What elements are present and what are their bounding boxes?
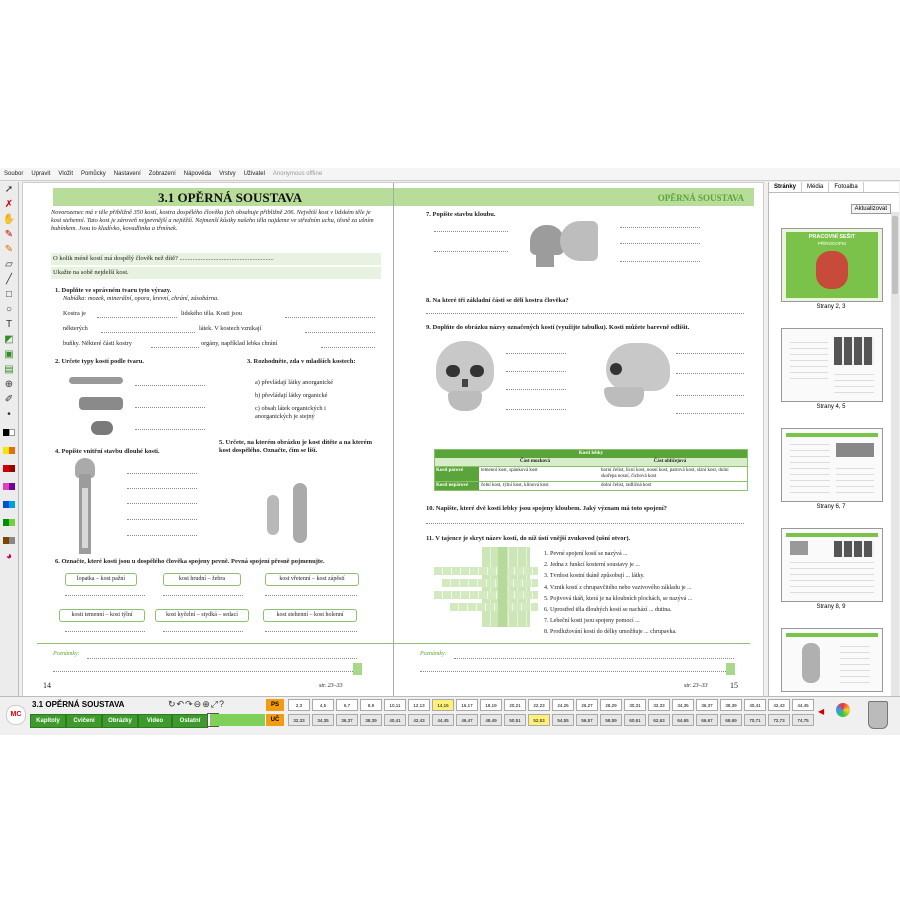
menu-upravit[interactable]: Upravit xyxy=(31,171,51,177)
tab-albums[interactable]: Fotoalba xyxy=(829,182,863,192)
hand-icon[interactable]: ✋ xyxy=(2,214,16,225)
page-button[interactable]: 70,71 xyxy=(744,714,766,726)
page-button[interactable]: 30,31 xyxy=(624,699,646,711)
pen-icon[interactable]: ✎ xyxy=(4,229,14,240)
page-button[interactable]: 40,41 xyxy=(384,714,406,726)
right-page-header xyxy=(394,188,754,206)
tab-pages[interactable]: Stránky xyxy=(769,182,802,192)
divider xyxy=(394,643,750,644)
page-button[interactable]: 38,39 xyxy=(360,714,382,726)
pair-option-1[interactable]: lopatka – kost pažní xyxy=(65,573,137,586)
table-col-1: Část mozková xyxy=(519,459,551,464)
answer-line[interactable] xyxy=(426,523,744,524)
menu-pomucky[interactable]: Pomůcky xyxy=(81,171,106,177)
page-button[interactable]: 10,11 xyxy=(384,699,406,711)
answer-line[interactable] xyxy=(620,243,700,244)
task-9-title: 9. Doplňte do obrázku názvy označených kostí (využijte tabulku). Kosti můžete barevně odlišit. xyxy=(426,324,690,331)
table-row-2-label: Kosti nepárové xyxy=(435,482,479,490)
chapters-button[interactable]: Kapitoly xyxy=(30,714,66,728)
notes-label: Poznámky: xyxy=(53,651,80,657)
answer-line[interactable] xyxy=(434,251,508,252)
answer-line[interactable] xyxy=(163,631,243,632)
task-1-line-1b: lidského těla. Kosti jsou xyxy=(181,310,242,317)
clue-2: 2. Jedna z funkcí kosterní soustavy je ... xyxy=(544,562,640,569)
skull-front-image xyxy=(436,341,494,413)
palette-icon[interactable] xyxy=(836,703,850,717)
page-button[interactable]: 34,35 xyxy=(672,699,694,711)
task-10-title: 10. Napište, které dvě kosti lebky jsou spojeny kloubem. Jaký význam má toto spojení? xyxy=(426,505,667,512)
panel-tabs xyxy=(769,182,899,193)
page-marker xyxy=(353,663,362,675)
pages-panel xyxy=(768,182,899,696)
page-button[interactable]: 2,3 xyxy=(288,699,310,711)
page-reference-left: str. 23–33 xyxy=(319,683,343,689)
refresh-icon[interactable]: ↻ xyxy=(168,699,177,709)
clue-5: 5. Pojivová tkáň, která je na kloubních plochách, se nazývá ... xyxy=(544,595,693,602)
image-icon[interactable]: ▤ xyxy=(4,364,14,375)
flat-bone-image xyxy=(79,397,123,410)
page-button[interactable]: 60,61 xyxy=(624,714,646,726)
page-thumbnail-4[interactable] xyxy=(781,528,883,602)
page-button[interactable]: 56,57 xyxy=(576,714,598,726)
page-thumbnail-5[interactable] xyxy=(781,628,883,692)
answer-line[interactable] xyxy=(265,631,357,632)
answer-line[interactable] xyxy=(506,371,566,372)
menu-napoveda[interactable]: Nápověda xyxy=(183,171,212,177)
thumbnail-label: Strany 4, 5 xyxy=(816,404,846,410)
page-button[interactable]: 26,27 xyxy=(576,699,598,711)
eraser-icon[interactable]: ▱ xyxy=(5,259,13,270)
menu-soubor[interactable]: Soubor xyxy=(4,171,24,177)
task-8-title: 8. Na které tři základní části se dělí kostra člověka? xyxy=(426,297,569,304)
answer-line[interactable] xyxy=(127,473,197,474)
answer-line[interactable] xyxy=(127,535,197,536)
application-window xyxy=(0,168,900,734)
task-1-line-3a: buňky. Některé části kostry xyxy=(63,340,132,347)
notes-line[interactable] xyxy=(87,658,357,659)
tools-toolbar xyxy=(0,182,19,696)
notes-line[interactable] xyxy=(53,671,357,672)
left-page xyxy=(23,183,394,697)
page-button[interactable]: 58,59 xyxy=(600,714,622,726)
answer-line[interactable] xyxy=(163,595,243,596)
page-button[interactable]: 46,47 xyxy=(456,714,478,726)
page-number-right: 15 xyxy=(730,681,738,690)
answer-line[interactable] xyxy=(676,395,744,396)
tab-media[interactable]: Média xyxy=(802,182,829,192)
page-button[interactable]: 4,5 xyxy=(312,699,334,711)
page-button[interactable]: 12,13 xyxy=(408,699,430,711)
screenshot-icon[interactable]: ▣ xyxy=(4,349,14,360)
answer-line[interactable] xyxy=(65,631,145,632)
chapter-heading-right: OPĚRNÁ SOUSTAVA xyxy=(657,193,744,203)
line-width-icon[interactable]: • xyxy=(7,409,11,420)
page-button[interactable]: 42,43 xyxy=(408,714,430,726)
color-purple[interactable] xyxy=(9,483,15,490)
clue-1: 1. Pevné spojení kostí se nazývá ... xyxy=(544,551,628,557)
menu-nastaveni[interactable]: Nastavení xyxy=(113,171,141,177)
answer-line[interactable] xyxy=(127,503,197,504)
page-button[interactable]: 62,63 xyxy=(648,714,670,726)
pair-option-2[interactable]: kost hrudní – žebra xyxy=(163,573,241,586)
notes-line[interactable] xyxy=(454,658,734,659)
text-icon[interactable]: T xyxy=(5,319,13,330)
page-button[interactable]: 48,49 xyxy=(480,714,502,726)
page-button[interactable]: 36,37 xyxy=(696,699,718,711)
answer-line[interactable] xyxy=(135,407,205,408)
pair-option-3[interactable]: kost vřetenní – kost zápěstí xyxy=(265,573,359,586)
right-page xyxy=(394,183,763,697)
color-wheel-icon[interactable]: ◕ xyxy=(5,551,13,562)
task-3-option-c[interactable]: c) obsah látek organických i anorganických je stejný xyxy=(255,405,326,420)
erase-all-icon[interactable]: ✗ xyxy=(4,199,14,210)
refresh-button[interactable]: Aktualizovat xyxy=(851,204,891,214)
table-row-1-label: Kosti párové xyxy=(435,467,479,481)
page-button[interactable]: 68,69 xyxy=(720,714,742,726)
current-chapter-title: 3.1 OPĚRNÁ SOUSTAVA xyxy=(32,700,125,709)
answer-line[interactable] xyxy=(676,353,744,354)
answer-line[interactable] xyxy=(265,595,357,596)
question-box-1: O kolik méně kostí má dospělý člověk než dítě? .......................................................... xyxy=(51,253,381,265)
answer-line[interactable] xyxy=(305,332,375,333)
divider xyxy=(37,643,393,644)
short-bone-image xyxy=(91,421,113,435)
child-bone-image xyxy=(267,495,279,535)
long-bone-image xyxy=(69,377,123,384)
menu-vlozit[interactable]: Vložit xyxy=(58,171,74,177)
long-bone-cross-section xyxy=(69,458,101,554)
menu-zobrazeni[interactable]: Zobrazení xyxy=(148,171,176,177)
page-button[interactable]: 32,33 xyxy=(288,714,310,726)
trash-icon[interactable] xyxy=(868,701,888,729)
back-icon[interactable]: ↶ xyxy=(176,699,186,709)
color-orange[interactable] xyxy=(9,447,15,454)
eyedropper-icon[interactable]: ✐ xyxy=(4,394,14,405)
notes-label: Poznámky: xyxy=(420,651,447,657)
app-logo: MC xyxy=(6,705,26,725)
skull-bones-table xyxy=(434,449,748,491)
video-button[interactable]: Video xyxy=(138,714,172,728)
highlighter-icon[interactable]: ✎ xyxy=(4,244,14,255)
answer-line[interactable] xyxy=(620,227,700,228)
answer-line[interactable] xyxy=(506,409,566,410)
color-darkred[interactable] xyxy=(9,465,15,472)
left-page-header xyxy=(53,188,393,206)
page-thumbnail-3[interactable] xyxy=(781,428,883,502)
answer-line[interactable] xyxy=(97,317,177,318)
task-7-title: 7. Popište stavbu kloubu. xyxy=(426,211,496,218)
fill-icon[interactable]: ◩ xyxy=(4,334,14,345)
navigation-icons xyxy=(168,699,225,710)
cover-image xyxy=(816,251,848,289)
pair-option-4[interactable]: kosti temenní – kost týlní xyxy=(59,609,145,622)
thumbnail-label: Strany 8, 9 xyxy=(816,604,846,610)
page-number-left: 14 xyxy=(43,681,51,690)
answer-line[interactable] xyxy=(676,413,744,414)
answer-line[interactable] xyxy=(151,347,199,348)
color-gray[interactable] xyxy=(9,537,15,544)
crossword-clues xyxy=(544,549,752,639)
page-button[interactable]: 18,19 xyxy=(480,699,502,711)
answer-line[interactable] xyxy=(135,429,205,430)
color-lightgreen[interactable] xyxy=(9,519,15,526)
answer-line[interactable] xyxy=(426,313,744,314)
page-button[interactable]: 8,9 xyxy=(360,699,382,711)
question-box-2: Ukažte na sobě nejdelší kost. xyxy=(51,267,381,279)
page-button[interactable]: 40,41 xyxy=(744,699,766,711)
task-1-line-1a: Kostra je xyxy=(63,310,86,317)
page-button[interactable]: 50,51 xyxy=(504,714,526,726)
thumbnail-label: Strany 6, 7 xyxy=(816,504,846,510)
page-button[interactable]: 64,65 xyxy=(672,714,694,726)
pointer-icon[interactable]: ➚ xyxy=(4,184,14,195)
help-icon[interactable]: ? xyxy=(218,699,225,709)
answer-line[interactable] xyxy=(65,595,145,596)
zoom-in-icon[interactable]: ⊕ xyxy=(202,699,211,709)
table-row-2-cell-2: dolní čelist, radličná kost xyxy=(601,483,652,488)
page-thumbnail-2[interactable] xyxy=(781,328,883,402)
page-button[interactable]: 42,43 xyxy=(768,699,790,711)
line-icon[interactable]: ╱ xyxy=(5,274,13,285)
ellipse-icon[interactable]: ○ xyxy=(5,304,13,315)
page-button[interactable]: 6,7 xyxy=(336,699,358,711)
page-button[interactable]: 38,39 xyxy=(720,699,742,711)
pair-option-5[interactable]: kost kyčelní – stydká – sedací xyxy=(155,609,249,622)
page-button[interactable]: 24,25 xyxy=(552,699,574,711)
user-status: Anonymous offline xyxy=(272,171,323,177)
other-button[interactable]: Ostatní xyxy=(172,714,208,728)
page-button[interactable]: 74,75 xyxy=(792,714,814,726)
stamp-icon[interactable]: ⊕ xyxy=(4,379,14,390)
page-button[interactable]: 44,45 xyxy=(432,714,454,726)
fullscreen-icon[interactable]: ⤢ xyxy=(210,699,219,709)
task-3-option-b[interactable]: b) převládají látky organické xyxy=(255,392,328,399)
workbook-label[interactable]: PS xyxy=(266,699,284,711)
page-button[interactable]: 36,37 xyxy=(336,714,358,726)
answer-line[interactable] xyxy=(676,373,744,374)
answer-line[interactable] xyxy=(127,519,197,520)
task-3-title: 3. Rozhodněte, zda v mladších kostech: xyxy=(247,358,356,365)
task-4-title: 4. Popište vnitřní stavbu dlouhé kosti. xyxy=(55,448,160,455)
answer-line[interactable] xyxy=(101,332,195,333)
menu-vrstvy[interactable]: Vrstvy xyxy=(219,171,236,177)
intro-text: Novorozenec má v těle přibližně 350 kostí, kostra dospělého člověka jich obsahuje přibližně 206. Největší kost v lidském těle je kost stehenní. Tato kost je zároveň nejpevnější a nejtěžší. Nejmenší kůstky našeho těla najdeme ve středním uchu, těsně za ušním bubínkem. Jsou to kladívko, kovadlinka a třmínek. xyxy=(51,209,374,232)
menu-uzivatel[interactable]: Uživatel xyxy=(243,171,265,177)
color-palette xyxy=(3,423,15,549)
chapter-title: 3.1 OPĚRNÁ SOUSTAVA xyxy=(158,190,303,205)
cover-title: PRACOVNÍ SEŠIT xyxy=(808,234,856,240)
clue-4: 4. Vznik kostí z chrupavčitého nebo vazivového základu je ... xyxy=(544,584,692,591)
thumbnail-label: Strany 2, 3 xyxy=(816,304,846,310)
color-cyan[interactable] xyxy=(9,501,15,508)
joint-image xyxy=(524,221,604,267)
page-button[interactable]: 34,35 xyxy=(312,714,334,726)
book-spread xyxy=(22,182,764,698)
page-thumbnail-1[interactable] xyxy=(781,228,883,302)
page-button[interactable]: 32,33 xyxy=(648,699,670,711)
page-button[interactable]: 54,55 xyxy=(552,714,574,726)
answer-line[interactable] xyxy=(127,488,197,489)
page-button-current[interactable]: 52,53 xyxy=(528,714,550,726)
page-button[interactable]: 72,73 xyxy=(768,714,790,726)
page-button[interactable]: 44,45 xyxy=(792,699,814,711)
page-button[interactable]: 16,17 xyxy=(456,699,478,711)
clue-8: 8. Prodlužování kostí do délky umožňuje ... chrupavka. xyxy=(544,629,677,636)
skull-side-image xyxy=(600,343,670,409)
cover-subtitle: PŘÍRODOPIS xyxy=(817,241,847,246)
table-title: Kosti lebky xyxy=(435,450,747,458)
clue-7: 7. Lebeční kosti jsou spojeny pomocí ... xyxy=(544,618,640,625)
answer-line[interactable] xyxy=(321,347,375,348)
bottom-navigation-bar xyxy=(0,696,900,735)
page-button-current[interactable]: 14,15 xyxy=(432,699,454,711)
clue-3: 3. Tvrdost kostní tkáně způsobují ... látky. xyxy=(544,573,645,580)
notes-line[interactable] xyxy=(420,671,734,672)
images-button[interactable]: Obrázky xyxy=(102,714,138,728)
answer-line[interactable] xyxy=(135,385,205,386)
adult-bone-image xyxy=(293,483,307,543)
table-row-1-cell-1: temenní kost, spánková kost xyxy=(481,468,538,473)
page-button[interactable]: 22,23 xyxy=(528,699,550,711)
menu-bar xyxy=(0,168,900,181)
answer-line[interactable] xyxy=(620,261,700,262)
crossword-grid[interactable] xyxy=(434,547,538,627)
task-1-line-2b: látek. V kostech vznikají xyxy=(199,325,262,332)
table-row-2-cell-1: čelní kost, týlní kost, klínová kost xyxy=(481,483,549,488)
task-1-line-3b: orgány, například lebka chrání xyxy=(201,340,278,347)
page-input[interactable] xyxy=(210,714,265,726)
answer-line[interactable] xyxy=(506,353,566,354)
exercises-button[interactable]: Cvičení xyxy=(66,714,102,728)
answer-line[interactable] xyxy=(285,317,375,318)
page-marker xyxy=(726,663,735,675)
forward-icon[interactable]: ↷ xyxy=(185,699,194,709)
clue-6: 6. Uprostřed těla dlouhých kostí se nachází ... dutina. xyxy=(544,607,672,614)
zoom-out-icon[interactable]: ⊖ xyxy=(193,699,203,709)
task-2-title: 2. Určete typy kostí podle tvaru. xyxy=(55,358,145,365)
table-col-2: Část obličejová xyxy=(653,459,687,464)
rectangle-icon[interactable]: □ xyxy=(5,289,13,300)
panel-scrollbar-thumb[interactable] xyxy=(892,216,898,294)
page-button[interactable]: 66,67 xyxy=(696,714,718,726)
table-row-1-cell-2: horní čelist, lícní kost, nosní kost, patrová kost, slzní kost, dolní skořepa nosní, čichová kost xyxy=(601,468,729,479)
answer-line[interactable] xyxy=(506,389,566,390)
task-5-title: 5. Určete, na kterém obrázku je kost dítěte a na kterém kost dospělého. Označte, čím se liší. xyxy=(219,439,373,454)
task-11-title: 11. V tajence je skryt název kosti, do níž ústí vnější zvukovod (ušní otvor). xyxy=(426,535,631,542)
task-1-title: 1. Doplňte ve správném tvaru tyto výrazy. xyxy=(55,287,172,294)
answer-line[interactable] xyxy=(434,231,508,232)
task-1-hint: Nabídka: mozek, minerální, opora, krevní, chrání, zásobárna. xyxy=(63,295,219,302)
task-1-line-2a: některých xyxy=(63,325,88,332)
task-6-title: 6. Označte, které kosti jsou u dospělého člověka spojeny pevně. Pevná spojení přesně pojmenujte. xyxy=(55,558,325,565)
page-button[interactable]: 20,21 xyxy=(504,699,526,711)
scroll-left-icon[interactable]: ◀ xyxy=(818,707,825,716)
page-reference-right: str. 23–33 xyxy=(684,683,708,689)
page-button[interactable]: 28,29 xyxy=(600,699,622,711)
color-white[interactable] xyxy=(9,429,15,436)
textbook-label[interactable]: UČ xyxy=(266,714,284,726)
pair-option-6[interactable]: kost stehenní – kost holenní xyxy=(263,609,357,622)
task-3-option-a[interactable]: a) převládají látky anorganické xyxy=(255,379,334,386)
